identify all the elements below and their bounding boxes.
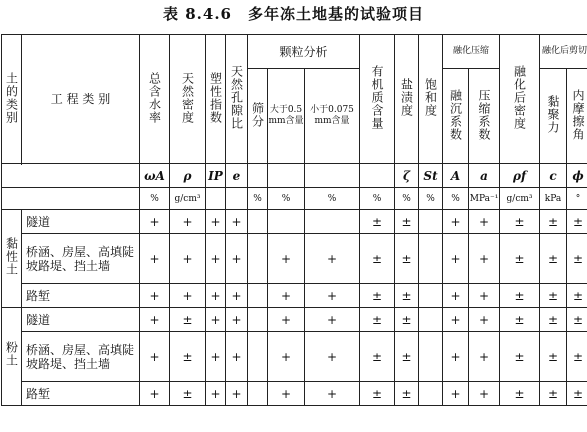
units-row — [2, 188, 587, 210]
requirement-cell: + — [443, 332, 469, 382]
header-lt-0075: 小于0.075 mm含量 — [305, 69, 360, 164]
requirement-cell: ± — [395, 382, 419, 406]
header-compress-coef: 压缩系数 — [469, 69, 500, 164]
engineering-category-cell: 隧道 — [22, 308, 140, 332]
requirement-cell — [419, 382, 443, 406]
requirement-cell: + — [443, 382, 469, 406]
requirement-cell: + — [140, 308, 170, 332]
requirement-cell: + — [443, 210, 469, 234]
requirement-cell: ± — [395, 308, 419, 332]
requirement-cell: ± — [170, 308, 206, 332]
symbol-cell: A — [443, 164, 469, 188]
engineering-category-cell: 隧道 — [22, 210, 140, 234]
requirement-cell: ± — [360, 332, 395, 382]
symbol-cell — [248, 164, 268, 188]
requirement-cell: + — [140, 382, 170, 406]
requirement-cell: ± — [500, 382, 540, 406]
symbol-cell — [268, 164, 305, 188]
symbol-cell: ρ — [170, 164, 206, 188]
unit-cell: % — [305, 188, 360, 210]
requirement-cell: ± — [395, 210, 419, 234]
requirement-cell: ± — [567, 308, 587, 332]
symbols-row — [2, 164, 587, 188]
symbol-cell: c — [540, 164, 567, 188]
requirement-cell: ± — [170, 332, 206, 382]
symbol-cell: IP — [206, 164, 226, 188]
symbol-cell: ρf — [500, 164, 540, 188]
unit-cell: % — [268, 188, 305, 210]
requirement-cell: + — [305, 284, 360, 308]
unit-cell: % — [248, 188, 268, 210]
symbol-cell — [305, 164, 360, 188]
symbol-cell: e — [226, 164, 248, 188]
requirement-cell: + — [140, 332, 170, 382]
header-cohesion: 黏聚力 — [540, 69, 567, 164]
requirement-cell: ± — [500, 234, 540, 284]
header-total-water: 总含水率 — [140, 35, 170, 164]
engineering-category-cell: 路堑 — [22, 284, 140, 308]
unit-cell: MPa⁻¹ — [469, 188, 500, 210]
requirement-cell: ± — [500, 210, 540, 234]
table-row — [2, 210, 587, 234]
requirement-cell — [248, 308, 268, 332]
requirement-cell — [248, 210, 268, 234]
units-label-cell — [2, 188, 140, 210]
requirement-cell: + — [469, 234, 500, 284]
soil-category-cell — [2, 210, 22, 308]
header-organic: 有机质含量 — [360, 35, 395, 164]
requirement-cell — [248, 284, 268, 308]
requirement-cell: + — [226, 284, 248, 308]
requirement-cell: ± — [540, 210, 567, 234]
unit-cell — [226, 188, 248, 210]
header-friction: 内摩擦角 — [567, 69, 587, 164]
soil-category-label: 粉土 — [4, 341, 19, 367]
soil-category-cell — [2, 308, 22, 406]
header-saturation: 饱和度 — [419, 35, 443, 164]
requirement-cell: ± — [395, 234, 419, 284]
unit-cell: g/cm³ — [500, 188, 540, 210]
requirement-cell: + — [140, 210, 170, 234]
requirement-cell: + — [443, 234, 469, 284]
header-thaw-shear: 融化后剪切 — [540, 35, 587, 69]
requirement-cell: ± — [567, 234, 587, 284]
requirement-cell — [419, 332, 443, 382]
requirement-cell: ± — [540, 382, 567, 406]
requirement-cell: + — [469, 284, 500, 308]
requirement-cell: + — [226, 332, 248, 382]
requirement-cell: ± — [170, 382, 206, 406]
requirement-cell — [419, 308, 443, 332]
requirement-cell: + — [170, 234, 206, 284]
requirement-cell: + — [206, 382, 226, 406]
requirement-cell: + — [226, 210, 248, 234]
header-gt-05: 大于0.5 mm含量 — [268, 69, 305, 164]
requirement-cell — [305, 210, 360, 234]
symbol-cell: ζ — [395, 164, 419, 188]
soil-category-label: 黏性土 — [4, 236, 19, 276]
requirement-cell — [419, 234, 443, 284]
requirement-cell: + — [268, 234, 305, 284]
header-thaw-settle-coef: 融沉系数 — [443, 69, 469, 164]
requirement-cell: + — [206, 332, 226, 382]
unit-cell: g/cm³ — [170, 188, 206, 210]
symbol-cell: ϕ — [567, 164, 587, 188]
header-thaw-compress: 融化压缩 — [443, 35, 500, 69]
header-salinity: 盐渍度 — [395, 35, 419, 164]
header-particle-analysis: 颗粒分析 — [248, 35, 360, 69]
symbol-cell: St — [419, 164, 443, 188]
unit-cell: % — [419, 188, 443, 210]
table-row — [2, 284, 587, 308]
requirement-cell: ± — [360, 382, 395, 406]
requirement-cell: ± — [500, 308, 540, 332]
requirement-cell: + — [170, 284, 206, 308]
header-natural-void: 天然孔隙比 — [226, 35, 248, 164]
requirement-cell: + — [170, 210, 206, 234]
header-plasticity: 塑性指数 — [206, 35, 226, 164]
requirement-cell: ± — [567, 382, 587, 406]
header-thaw-density: 融化后密度 — [500, 35, 540, 164]
requirement-cell: + — [443, 308, 469, 332]
requirement-cell: + — [206, 234, 226, 284]
unit-cell: % — [360, 188, 395, 210]
header-soil-category: 土的类别 — [2, 35, 22, 164]
requirement-cell: + — [268, 308, 305, 332]
requirement-cell: ± — [500, 332, 540, 382]
table-row — [2, 382, 587, 406]
requirement-cell: + — [469, 308, 500, 332]
requirement-cell — [268, 210, 305, 234]
table-title: 表 8.4.6 多年冻土地基的试验项目 — [163, 5, 424, 23]
table-row — [2, 234, 587, 284]
table-row — [2, 332, 587, 382]
requirement-cell — [419, 210, 443, 234]
requirement-cell: + — [226, 308, 248, 332]
requirement-cell: + — [469, 332, 500, 382]
requirement-cell: ± — [567, 284, 587, 308]
engineering-category-cell: 桥涵、房屋、高填陡坡路堤、挡土墙 — [22, 332, 140, 382]
table-row — [2, 308, 587, 332]
test-items-table — [1, 34, 587, 406]
requirement-cell: + — [305, 332, 360, 382]
requirement-cell: ± — [567, 210, 587, 234]
symbol-cell — [360, 164, 395, 188]
requirement-cell: + — [469, 382, 500, 406]
requirement-cell: ± — [500, 284, 540, 308]
requirement-cell: ± — [567, 332, 587, 382]
requirement-cell — [419, 284, 443, 308]
requirement-cell: + — [305, 308, 360, 332]
requirement-cell: + — [206, 284, 226, 308]
requirement-cell: + — [206, 210, 226, 234]
requirement-cell: ± — [360, 284, 395, 308]
unit-cell: ° — [567, 188, 587, 210]
unit-cell — [206, 188, 226, 210]
requirement-cell: + — [140, 284, 170, 308]
header-engineering-category: 工 程 类 别 — [22, 35, 140, 164]
requirement-cell: + — [140, 234, 170, 284]
requirement-cell: + — [469, 210, 500, 234]
requirement-cell: ± — [540, 234, 567, 284]
unit-cell: % — [140, 188, 170, 210]
requirement-cell: ± — [395, 332, 419, 382]
requirement-cell: + — [226, 234, 248, 284]
requirement-cell: ± — [360, 308, 395, 332]
requirement-cell: + — [305, 382, 360, 406]
symbol-cell: ωA — [140, 164, 170, 188]
requirement-cell: ± — [540, 308, 567, 332]
requirement-cell — [248, 382, 268, 406]
requirement-cell: + — [206, 308, 226, 332]
requirement-cell — [248, 234, 268, 284]
header-natural-density: 天然密度 — [170, 35, 206, 164]
requirement-cell: ± — [395, 284, 419, 308]
unit-cell: kPa — [540, 188, 567, 210]
symbol-cell: a — [469, 164, 500, 188]
requirement-cell: + — [443, 284, 469, 308]
header-sieve: 筛分 — [248, 69, 268, 164]
engineering-category-cell: 桥涵、房屋、高填陡坡路堤、挡土墙 — [22, 234, 140, 284]
requirement-cell: ± — [360, 234, 395, 284]
requirement-cell: + — [268, 332, 305, 382]
engineering-category-cell: 路堑 — [22, 382, 140, 406]
unit-cell: % — [443, 188, 469, 210]
requirement-cell: ± — [540, 332, 567, 382]
requirement-cell: ± — [540, 284, 567, 308]
requirement-cell: + — [268, 284, 305, 308]
requirement-cell: + — [226, 382, 248, 406]
requirement-cell: + — [268, 382, 305, 406]
unit-cell: % — [395, 188, 419, 210]
symbols-label-cell — [2, 164, 140, 188]
requirement-cell: + — [305, 234, 360, 284]
requirement-cell — [248, 332, 268, 382]
requirement-cell: ± — [360, 210, 395, 234]
